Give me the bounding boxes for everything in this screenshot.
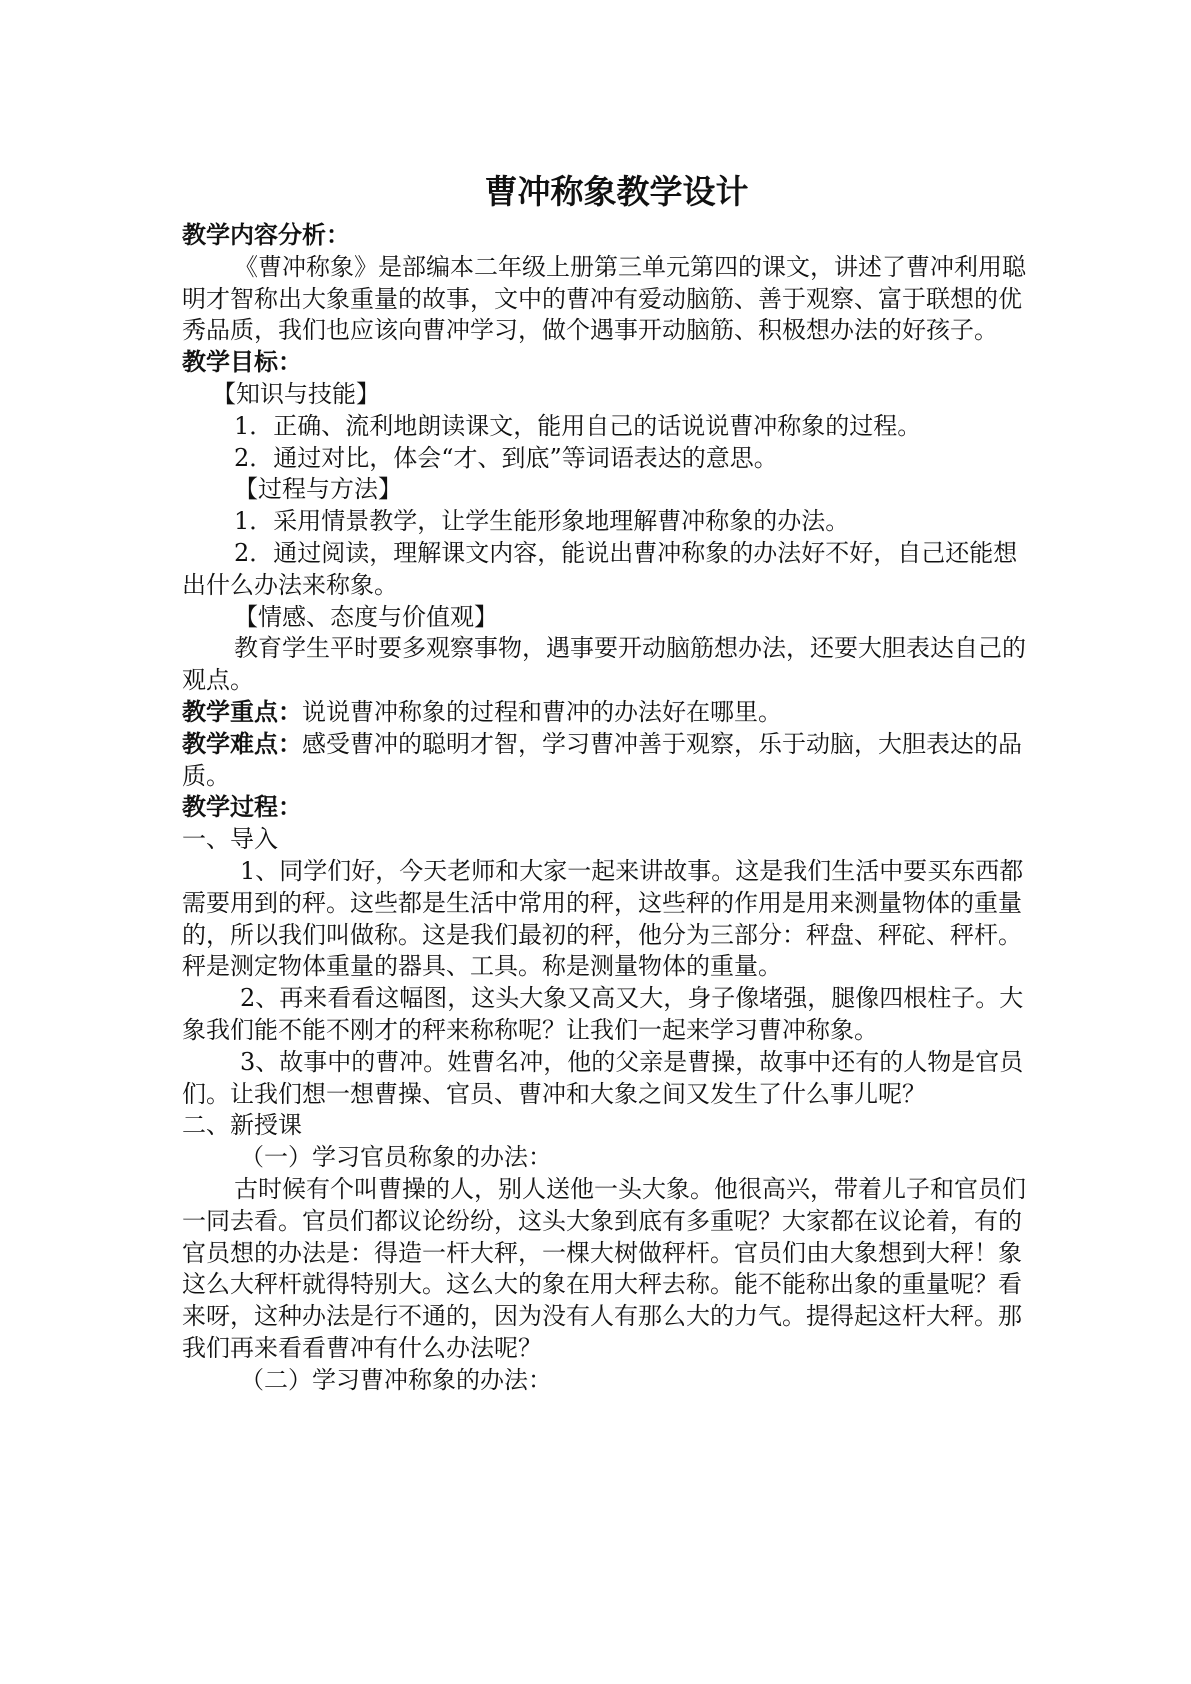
process-method-item: 1．采用情景教学，让学生能形象地理解曹冲称象的办法。: [234, 507, 850, 536]
emotion-paragraph: 教育学生平时要多观察事物，遇事要开动脑筋想办法，还要大胆表达自己的观点。: [182, 634, 1026, 695]
analysis-paragraph: 《曹冲称象》是部编本二年级上册第三单元第四的课文，讲述了曹冲利用聪明才智称出大象重量的故事，文中的曹冲有爱动脑筋、善于观察、富于联想的优秀品质，我们也应该向曹冲学习，做个遇事开动脑筋、积极想办法的好孩子。: [182, 252, 1026, 345]
knowledge-item: 2．通过对比，体会“才、到底”等词语表达的意思。: [234, 443, 778, 472]
difficulty: [182, 729, 1031, 793]
intro-paragraph: 3、故事中的曹冲。姓曹名冲，他的父亲是曹操，故事中还有的人物是官员们。让我们想一想曹操、官员、曹冲和大象之间又发生了什么事儿呢？: [182, 1047, 1024, 1108]
page-title: 曹冲称象教学设计: [484, 172, 749, 211]
new-lesson-sub1-paragraph: 古时候有个叫曹操的人，别人送他一头大象。他很高兴，带着儿子和官员们一同去看。官员们都议论纷纷，这头大象到底有多重呢？大家都在议论着，有的官员想的办法是：得造一杆大秤，一棵大树做秤杆。官员们由大象想到大秤！象这么大秤杆就得特别大。这么大的象在用大秤去称。能不能称出象的重量呢？看来呀，这种办法是行不通的，因为没有人有那么大的力气。提得起这杆大秤。那我们再来看看曹冲有什么办法呢？: [182, 1174, 1026, 1362]
key-point: [182, 697, 1031, 729]
difficulty-text: 感受曹冲的聪明才智，学习曹冲善于观察，乐于动脑，大胆表达的品质。: [182, 729, 1022, 790]
emotion-label: 【情感、态度与价值观】: [234, 602, 498, 631]
difficulty-label: 教学难点：: [182, 729, 302, 758]
key-point-label: 教学重点：: [182, 697, 302, 726]
new-lesson-sub1: （一）学习官员称象的办法：: [240, 1143, 552, 1172]
intro-paragraph: 1、同学们好，今天老师和大家一起来讲故事。这是我们生活中要买东西都需要用到的秤。这些都是生活中常用的秤，这些秤的作用是用来测量物体的重量的，所以我们叫做称。这是我们最初的秤，他分为三部分：秤盘、秤砣、秤杆。秤是测定物体重量的器具、工具。称是测量物体的重量。: [182, 856, 1024, 981]
key-point-text: 说说曹冲称象的过程和曹冲的办法好在哪里。: [302, 697, 782, 726]
new-lesson-sub2: （二）学习曹冲称象的办法：: [240, 1365, 552, 1394]
new-lesson-label: 二、新授课: [182, 1111, 302, 1140]
analysis-heading: 教学内容分析：: [182, 221, 350, 249]
goals-heading: 教学目标：: [182, 348, 302, 377]
knowledge-label: 【知识与技能】: [212, 379, 380, 408]
knowledge-item: 1．正确、流利地朗读课文，能用自己的话说说曹冲称象的过程。: [234, 411, 922, 440]
intro-paragraph: 2、再来看看这幅图，这头大象又高又大，身子像堵强，腿像四根柱子。大象我们能不能不刚才的秤来称称呢？让我们一起来学习曹冲称象。: [182, 984, 1024, 1044]
intro-label: 一、导入: [182, 825, 278, 854]
process-method-label: 【过程与方法】: [234, 475, 402, 504]
process-method-item: 2．通过阅读，理解课文内容，能说出曹冲称象的办法好不好，自己还能想出什么办法来称象。: [182, 538, 1018, 599]
process-heading: 教学过程：: [182, 793, 302, 822]
